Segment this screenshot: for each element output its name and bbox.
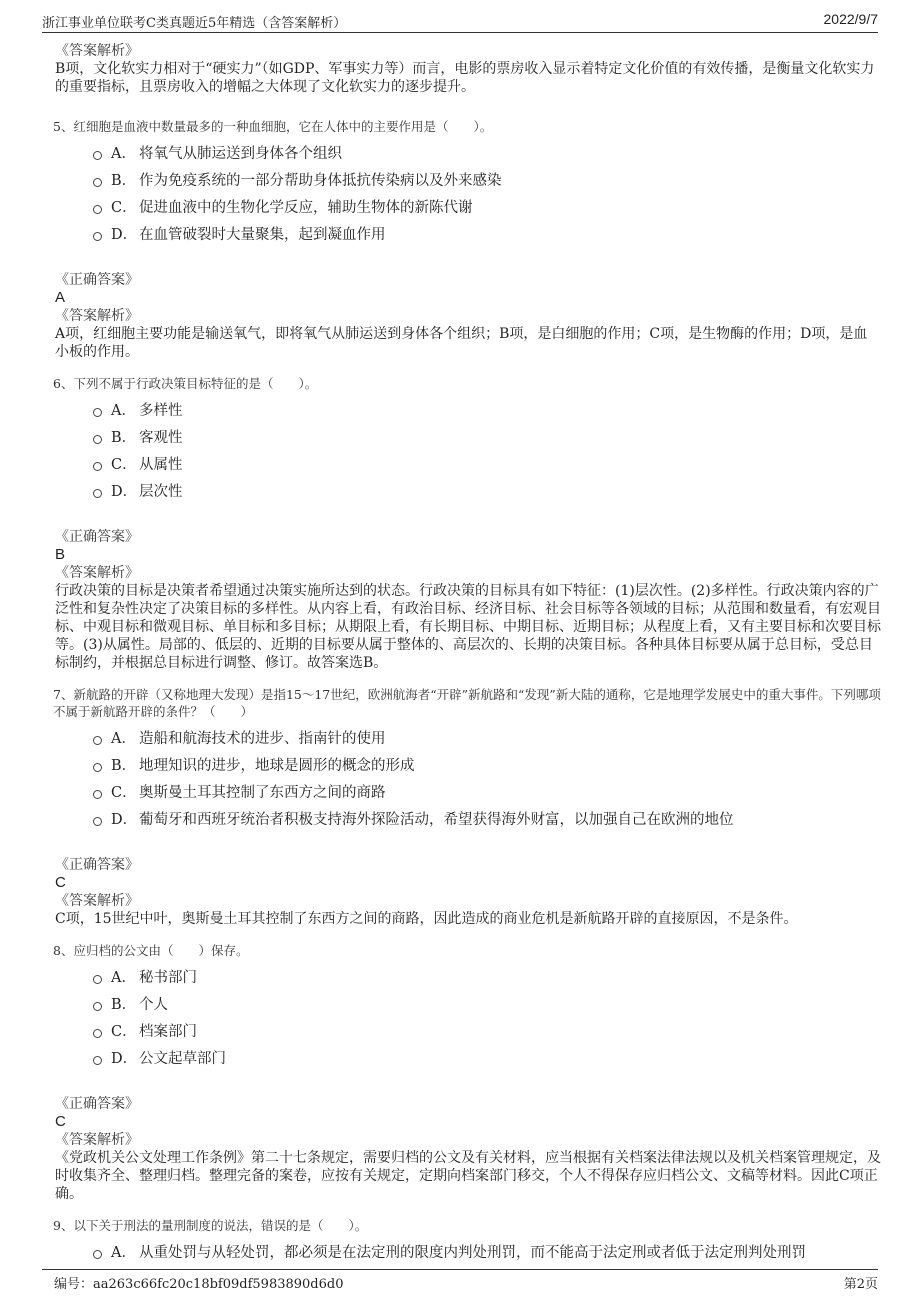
option-list [93,396,881,504]
radio-icon[interactable] [93,408,102,417]
option-text: 奥斯曼土耳其控制了东西方之间的商路 [139,785,386,801]
option-text: 作为免疫系统的一部分帮助身体抵抗传染病以及外来感染 [139,173,502,189]
option-letter: C． [111,200,137,216]
question-7 [55,686,881,928]
option-list [93,724,881,832]
option-b[interactable] [93,423,881,450]
option-text: 造船和航海技术的进步、指南针的使用 [139,731,386,747]
radio-icon[interactable] [93,489,102,498]
analysis-text: C项，15世纪中叶，奥斯曼土耳其控制了东西方之间的商路，因此造成的商业危机是新航路开辟的直接原因，不是条件。 [55,911,798,927]
option-letter: A． [111,1245,136,1261]
question-text: 8、应归档的公文由（ ）保存。 [53,943,249,958]
analysis-label: 《答案解析》 [55,565,139,581]
analysis-text: B项，文化软实力相对于“硬实力”（如GDP、军事实力等）而言，电影的票房收入显示着特定文化价值的有效传播，是衡量文化软实力的重要指标，且票房收入的增幅之大体现了文化软实力的逐步提升。 [55,61,875,95]
page-header [42,12,878,33]
option-letter: C． [111,785,137,801]
radio-icon[interactable] [93,736,102,745]
page-content [55,42,881,1265]
correct-answer: C [55,874,66,891]
radio-icon[interactable] [93,1002,102,1011]
option-d[interactable] [93,1044,881,1071]
option-a[interactable] [93,139,881,166]
radio-icon[interactable] [93,763,102,772]
document-title: 浙江事业单位联考C类真题近5年精选（含答案解析） [42,16,347,31]
option-a[interactable] [93,396,881,423]
radio-icon[interactable] [93,790,102,799]
option-letter: A． [111,146,136,162]
correct-answer-label: 《正确答案》 [55,1096,139,1112]
option-text: 多样性 [139,403,183,419]
question-text: 6、下列不属于行政决策目标特征的是（ ）。 [53,376,318,391]
option-d[interactable] [93,805,881,832]
option-letter: D． [111,1051,138,1067]
option-d[interactable] [93,220,881,247]
option-text: 档案部门 [139,1024,197,1040]
question-text: 7、新航路的开辟（又称地理大发现）是指15～17世纪，欧洲航海者“开辟”新航路和“发现”新大陆的通称，它是地理学发展史中的重大事件。下列哪项不属于新航路开辟的条件？（ ） [53,687,881,719]
option-text: 促进血液中的生物化学反应，辅助生物体的新陈代谢 [139,200,473,216]
option-text: 在血管破裂时大量聚集，起到凝血作用 [139,227,386,243]
option-text: 将氧气从肺运送到身体各个组织 [139,146,342,162]
question-5 [55,118,881,361]
option-text: 地理知识的进步，地球是圆形的概念的形成 [139,758,415,774]
radio-icon[interactable] [93,975,102,984]
radio-icon[interactable] [93,205,102,214]
option-letter: D． [111,812,138,828]
page-number: 第2页 [843,1277,878,1292]
option-a[interactable] [93,963,881,990]
option-b[interactable] [93,751,881,778]
option-letter: B． [111,758,137,774]
option-text: 公文起草部门 [139,1051,226,1067]
option-text: 秘书部门 [139,970,197,986]
option-text: 从属性 [139,457,183,473]
option-letter: D． [111,227,138,243]
radio-icon[interactable] [93,232,102,241]
option-text: 层次性 [139,484,183,500]
option-list [93,963,881,1071]
radio-icon[interactable] [93,151,102,160]
question-text: 9、以下关于刑法的量刑制度的说法，错误的是（ ）。 [53,1218,368,1233]
option-text: 葡萄牙和西班牙统治者积极支持海外探险活动，希望获得海外财富，以加强自己在欧洲的地位 [139,812,734,828]
analysis-text: A项，红细胞主要功能是输送氧气，即将氧气从肺运送到身体各个组织；B项，是白细胞的作用；C项，是生物酶的作用；D项，是血小板的作用。 [55,326,868,360]
option-text: 从重处罚与从轻处罚，都必须是在法定刑的限度内判处刑罚，而不能高于法定刑或者低于法定刑判处刑罚 [139,1245,806,1261]
page-footer [42,1269,878,1292]
radio-icon[interactable] [93,1056,102,1065]
option-letter: A． [111,403,136,419]
correct-answer-label: 《正确答案》 [55,857,139,873]
correct-answer: B [55,546,66,563]
option-letter: B． [111,997,137,1013]
analysis-label: 《答案解析》 [55,1132,139,1148]
option-b[interactable] [93,166,881,193]
question-8 [55,942,881,1203]
option-c[interactable] [93,450,881,477]
radio-icon[interactable] [93,178,102,187]
document-date: 2022/9/7 [823,11,878,27]
radio-icon[interactable] [93,435,102,444]
option-list [93,1238,881,1265]
radio-icon[interactable] [93,462,102,471]
correct-answer: A [55,289,66,306]
correct-answer-label: 《正确答案》 [55,529,139,545]
option-letter: D． [111,484,138,500]
analysis-text: 《党政机关公文处理工作条例》第二十七条规定，需要归档的公文及有关材料，应当根据有关档案法律法规以及机关档案管理规定，及时收集齐全、整理归档。整理完备的案卷，应按有关规定，定期向档案部门移交，个人不得保存应归档公文、文稿等材料。因此C项正确。 [55,1150,881,1202]
analysis-text: 行政决策的目标是决策者希望通过决策实施所达到的状态。行政决策的目标具有如下特征：(1)层次性。(2)多样性。行政决策内容的广泛性和复杂性决定了决策目标的多样性。从内容上看，有政治目标、经济目标、社会目标等各领域的目标；从范围和数量看，有宏观目标、中观目标和微观目标、单目标和多目标；从期限上看，有长期目标、中期目标、近期目标；从程度上看，又有主要目标和次要目标等。(3)从属性。局部的、低层的、近期的目标要从属于整体的、高层次的、长期的决策目标。各种具体目标要从属于总目标，受总目标制约，并根据总目标进行调整、修订。故答案选B。 [55,583,881,671]
question-9 [55,1217,881,1265]
option-c[interactable] [93,778,881,805]
option-letter: B． [111,173,137,189]
analysis-label: 《答案解析》 [55,308,139,324]
radio-icon[interactable] [93,1250,102,1259]
question-6 [55,375,881,672]
analysis-label: 《答案解析》 [55,43,139,59]
option-letter: B． [111,430,137,446]
radio-icon[interactable] [93,1029,102,1038]
option-d[interactable] [93,477,881,504]
option-text: 客观性 [139,430,183,446]
option-a[interactable] [93,1238,881,1265]
option-text: 个人 [139,997,168,1013]
analysis-label: 《答案解析》 [55,893,139,909]
option-c[interactable] [93,1017,881,1044]
option-c[interactable] [93,193,881,220]
option-letter: C． [111,457,137,473]
radio-icon[interactable] [93,817,102,826]
option-letter: A． [111,731,136,747]
correct-answer: C [55,1113,66,1130]
option-a[interactable] [93,724,881,751]
option-letter: A． [111,970,136,986]
option-b[interactable] [93,990,881,1017]
correct-answer-label: 《正确答案》 [55,272,139,288]
option-list [93,139,881,247]
option-letter: C． [111,1024,137,1040]
document-code: 编号：aa263c66fc20c18bf09df5983890d6d0 [54,1277,344,1292]
question-text: 5、红细胞是血液中数量最多的一种血细胞，它在人体中的主要作用是（ ）。 [53,119,493,134]
